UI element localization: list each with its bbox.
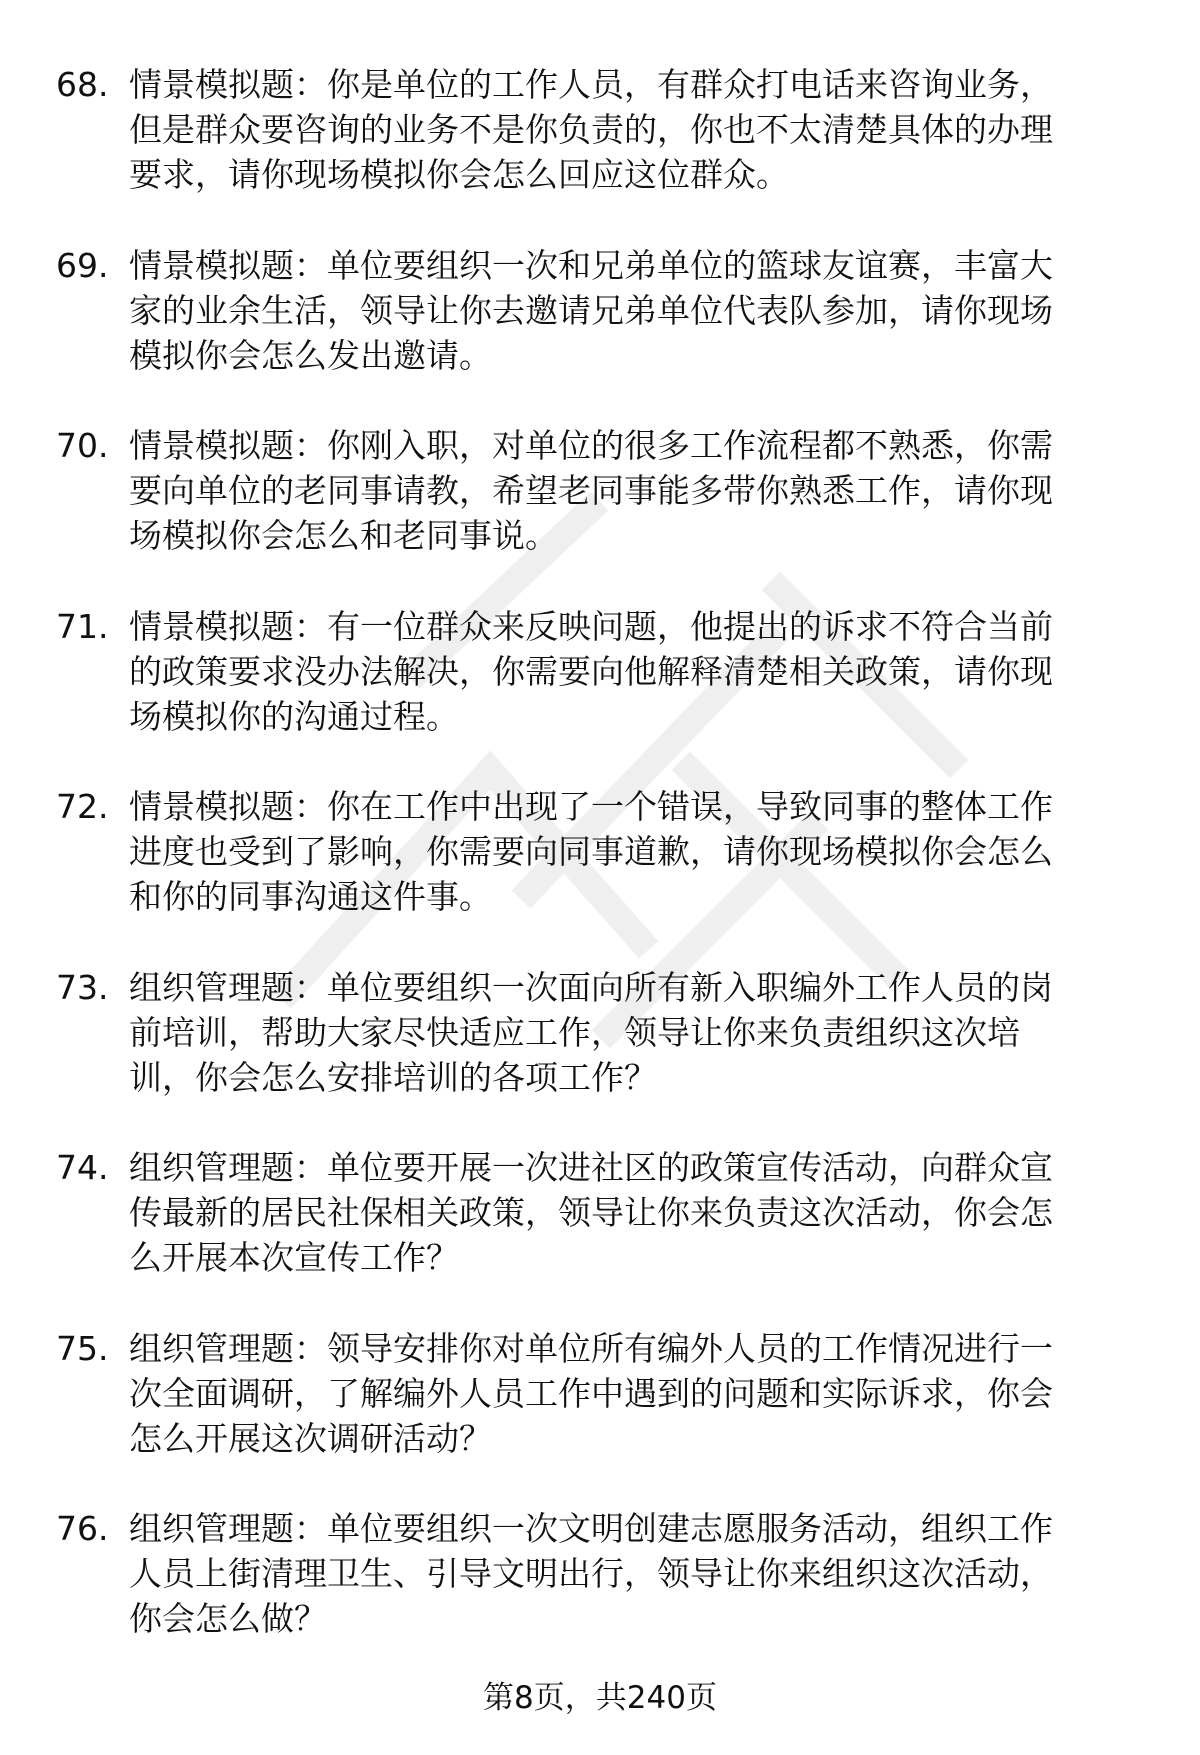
question-line: 要向单位的老同事请教，希望老同事能多带你熟悉工作，请你现: [129, 471, 1053, 510]
question-line: 次全面调研，了解编外人员工作中遇到的问题和实际诉求，你会: [129, 1374, 1053, 1413]
question-line: 组织管理题：领导安排你对单位所有编外人员的工作情况进行一: [129, 1329, 1053, 1368]
question-line: 么开展本次宣传工作？: [129, 1238, 459, 1277]
question-number: 75.: [56, 1329, 109, 1368]
question-line: 训，你会怎么安排培训的各项工作？: [129, 1058, 657, 1097]
question-line: 组织管理题：单位要开展一次进社区的政策宣传活动，向群众宣: [129, 1148, 1053, 1187]
question-line: 怎么开展这次调研活动？: [129, 1419, 492, 1458]
question-text: [129, 1326, 1139, 1461]
question-line: 情景模拟题：你是单位的工作人员，有群众打电话来咨询业务，: [129, 65, 1053, 104]
question-text: [129, 1145, 1139, 1280]
question-line: 传最新的居民社保相关政策，领导让你来负责这次活动，你会怎: [129, 1193, 1053, 1232]
question-line: 组织管理题：单位要组织一次面向所有新入职编外工作人员的岗: [129, 968, 1053, 1007]
question-line: 场模拟你会怎么和老同事说。: [129, 516, 558, 555]
question-text: [129, 62, 1139, 197]
question-number: 76.: [56, 1509, 109, 1548]
question-line: 的政策要求没办法解决，你需要向他解释清楚相关政策，请你现: [129, 652, 1053, 691]
question-line: 前培训，帮助大家尽快适应工作，领导让你来负责组织这次培: [129, 1013, 1020, 1052]
question-line: 你会怎么做？: [129, 1599, 327, 1638]
question-text: [129, 243, 1139, 378]
question-number: 73.: [56, 968, 109, 1007]
question-text: [129, 965, 1139, 1100]
question-number: 68.: [56, 65, 109, 104]
question-line: 家的业余生活，领导让你去邀请兄弟单位代表队参加，请你现场: [129, 291, 1053, 330]
question-line: 但是群众要咨询的业务不是你负责的，你也不太清楚具体的办理: [129, 110, 1053, 149]
question-number: 74.: [56, 1148, 109, 1187]
question-line: 模拟你会怎么发出邀请。: [129, 336, 492, 375]
question-number: 69.: [56, 246, 109, 285]
question-text: [129, 604, 1139, 739]
page-number: 第8页，共240页: [483, 1680, 717, 1716]
question-line: 组织管理题：单位要组织一次文明创建志愿服务活动，组织工作: [129, 1509, 1053, 1548]
question-text: [129, 784, 1139, 919]
question-line: 人员上街清理卫生、引导文明出行，领导让你来组织这次活动，: [129, 1554, 1053, 1593]
question-line: 进度也受到了影响，你需要向同事道歉，请你现场模拟你会怎么: [129, 832, 1053, 871]
question-line: 要求，请你现场模拟你会怎么回应这位群众。: [129, 155, 789, 194]
question-line: 情景模拟题：有一位群众来反映问题，他提出的诉求不符合当前: [129, 607, 1053, 646]
question-line: 情景模拟题：你刚入职，对单位的很多工作流程都不熟悉，你需: [129, 426, 1053, 465]
question-line: 情景模拟题：单位要组织一次和兄弟单位的篮球友谊赛，丰富大: [129, 246, 1053, 285]
question-text: [129, 1506, 1139, 1641]
question-line: 场模拟你的沟通过程。: [129, 697, 459, 736]
question-number: 70.: [56, 426, 109, 465]
question-text: [129, 423, 1139, 558]
question-line: 和你的同事沟通这件事。: [129, 877, 492, 916]
question-number: 72.: [56, 787, 109, 826]
question-number: 71.: [56, 607, 109, 646]
question-line: 情景模拟题：你在工作中出现了一个错误，导致同事的整体工作: [129, 787, 1053, 826]
